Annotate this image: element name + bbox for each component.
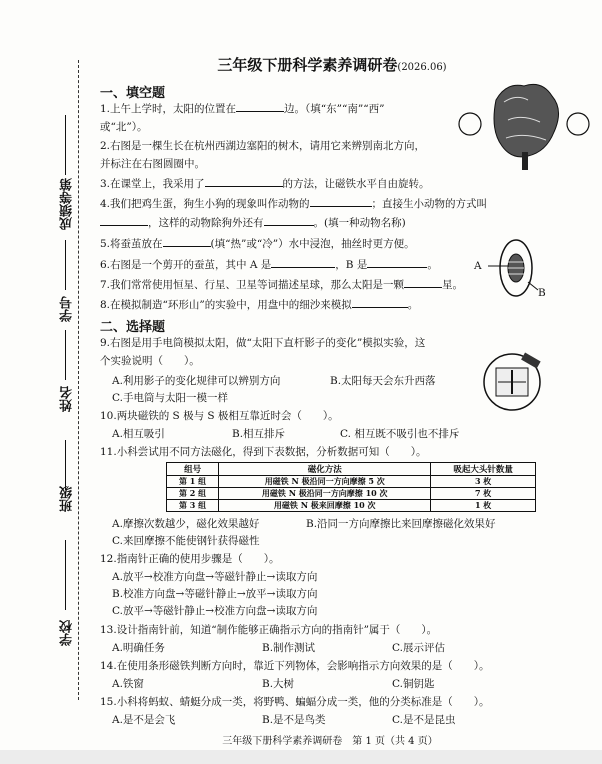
table-row: 第 2 组 用磁铁 N 极沿同一方向摩擦 10 次 7 枚: [167, 488, 536, 500]
tree-illustration: [456, 80, 592, 172]
label-b: B: [538, 287, 546, 299]
exam-page: 成绩等第 学号 姓名 班级 学校 三年级下册科学素养调研卷(2026.06) 一、填空题 1.上午上学时，太阳的位置在 边。（填“东”“南”“西” 或“北”）。 2.右图是一棵生长在杭州西湖边塞阳的树木，请用它来辨别南北方向， 并标注在右图圆圈中。 3.在课堂上，我采用了 的方法，让磁铁水平自由旋转。 4.我们把鸡生蛋，狗生小狗的现象叫作动物的 ；直接生小动物的方式叫 ，这样的动物除狗外还有 。(填一种动物名称) 5.将蚕茧放在 (填“热”或“冷”）水中浸泡，抽丝时更方便。 6.右图是一个剪开的蚕茧，其中 A 是 ，B 是 。 7.我们常常使用恒星、行星、卫星等词描述星球，那么太阳是一颗 星。 8.在模拟制造“环形山”的实验中，用盘中的细沙来模拟 。 A B 二、选择题 9.右图是用手电筒模拟太阳，做“太阳下直杆影子的变化”模拟实验，这 个实验说明（ ）。 A.利用影子的变化规律可以辨别方向 B.太阳每天会东升西落 C.手电筒与太阳一模一样 10.两块磁铁的 S 极与 S 极相互靠近时会（ ）。 A.相互吸引 B.相互排斥 C. 相互既不吸引也不排斥 11.小科尝试用不同方法磁化，得到下表数据，分析数据可知（ ）。 组号 磁化方法 吸起大头针数量 第 1 组 用磁铁 N 极沿同一方向摩擦 5 次 3 枚 第 2 组 用磁铁 N 极沿同一方向摩擦 10 次 7 枚 第 3 组 用磁铁 N 极来回摩擦 10 次 1 枚 A.摩擦次数越少，磁化效果越好 B.沿同一方向摩擦比来回摩擦磁化效果好 C.来回摩擦不能使钢针获得磁性 12.指南针正确的使用步骤是（ ）。 A.放平→校准方向盘→等磁针静止→读取方向 B.校准方向盘→等磁针静止→放平→读取方向 C.放平→等磁针静止→校准方向盘→读取方向 13.设计指南针前，知道“制作能够正确指示方向的指南针”属于（ ）。 A.明确任务 B.制作测试 C.展示评估 14.在使用条形磁铁判断方向时，靠近下列物体，会影响指示方向效果的是（ ）。 A.铁窗 B.大树 C.铜钥匙 15.小科将蚂蚁、蜻蜓分成一类，将野鸭、蝙蝠分成一类，他的分类标准是（ ）。 A.是不是会飞 B.是不是鸟类 C.是不是昆虫 三年级下册科学素养调研卷 第 1 页（共 4 页）: [0, 0, 602, 764]
question-11: 11.小科尝试用不同方法磁化，得到下表数据，分析数据可知（ ）。: [100, 446, 427, 458]
question-3: 3.在课堂上，我采用了 的方法，让磁铁水平自由旋转。: [100, 178, 430, 190]
table-header-row: 组号 磁化方法 吸起大头针数量: [167, 463, 536, 476]
scan-edge: [0, 750, 602, 764]
class-label: 班级: [60, 486, 75, 512]
question-13: 13.设计指南针前，知道“制作能够正确指示方向的指南针”属于（ ）。: [100, 624, 438, 636]
cut-line: [78, 60, 79, 700]
question-4: 4.我们把鸡生蛋，狗生小狗的现象叫作动物的 ；直接生小动物的方式叫: [100, 198, 488, 210]
page-title: 三年级下册科学素养调研卷(2026.06): [217, 56, 447, 74]
table-row: 第 3 组 用磁铁 N 极来回摩擦 10 次 1 枚: [167, 500, 536, 512]
binding-strip: [0, 0, 85, 764]
flashlight-illustration: [478, 350, 544, 412]
page-footer: 三年级下册科学素养调研卷 第 1 页（共 4 页）: [222, 736, 438, 747]
question-5: 5.将蚕茧放在 (填“热”或“冷”）水中浸泡，抽丝时更方便。: [100, 238, 415, 250]
question-2: 2.右图是一棵生长在杭州西湖边塞阳的树木，请用它来辨别南北方向，: [100, 140, 426, 152]
question-9: 9.右图是用手电筒模拟太阳，做“太阳下直杆影子的变化”模拟实验，这: [100, 337, 426, 349]
section-choice: 二、选择题: [100, 320, 166, 335]
question-6: 6.右图是一个剪开的蚕茧，其中 A 是 ，B 是 。: [100, 259, 438, 271]
score-label: 成绩等第: [60, 178, 75, 230]
student-id-label: 学号: [60, 296, 75, 322]
question-7: 7.我们常常使用恒星、行星、卫星等词描述星球，那么太阳是一颗 星。: [100, 279, 464, 291]
question-8: 8.在模拟制造“环形山”的实验中，用盘中的细沙来模拟 。: [100, 299, 419, 311]
cocoon-illustration: [486, 236, 546, 300]
question-14: 14.在使用条形磁铁判断方向时，靠近下列物体，会影响指示方向效果的是（ ）。: [100, 660, 490, 672]
question-15: 15.小科将蚂蚁、蜻蜓分成一类，将野鸭、蝙蝠分成一类，他的分类标准是（ ）。: [100, 696, 490, 708]
name-label: 姓名: [60, 386, 75, 412]
question-12: 12.指南针正确的使用步骤是（ ）。: [100, 553, 280, 565]
section-fill-blank: 一、填空题: [100, 86, 166, 101]
question-1: 1.上午上学时，太阳的位置在 边。（填“东”“南”“西”: [100, 103, 385, 115]
magnetization-table: [166, 462, 536, 512]
table-row: 第 1 组 用磁铁 N 极沿同一方向摩擦 5 次 3 枚: [167, 476, 536, 488]
school-label: 学校: [60, 620, 75, 646]
question-10: 10.两块磁铁的 S 极与 S 极相互靠近时会（ ）。: [100, 410, 339, 422]
label-a: A: [474, 260, 482, 272]
